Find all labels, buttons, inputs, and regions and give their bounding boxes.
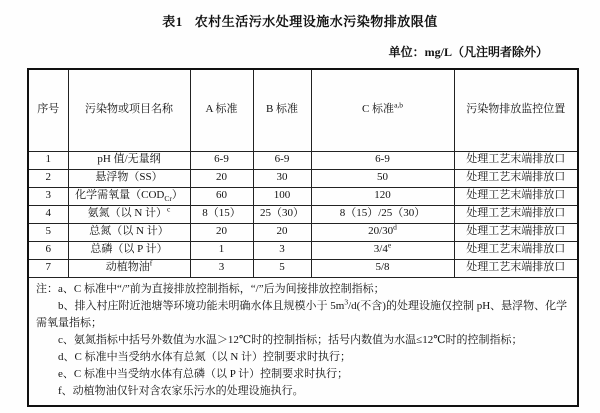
header-standard-b: B 标准 <box>253 69 311 151</box>
standard-c-cell: 20/30$^d$ <box>311 223 454 241</box>
header-standard-c: C 标准$^{a,b}$ <box>311 69 454 151</box>
standard-b-cell: 3 <box>253 241 311 259</box>
note-d: d、C 标准中当受纳水体有总氮（以 N 计）控制要求时执行； <box>58 350 352 363</box>
location-cell: 处理工艺末端排放口 <box>454 187 578 205</box>
standard-a-cell: 6-9 <box>190 151 253 169</box>
notes-prefix: 注： <box>36 282 58 295</box>
standard-a-cell: 8（15） <box>190 205 253 223</box>
header-pollutant-name: 污染物或项目名称 <box>68 69 190 151</box>
table-title-text: 农村生活污水处理设施水污染物排放限值 <box>194 14 438 29</box>
table-number: 表1 <box>162 14 183 29</box>
table-row <box>28 187 578 205</box>
standard-c-cell: 120 <box>311 187 454 205</box>
standard-b-cell: 5 <box>253 259 311 277</box>
pollutant-cell: 化学需氧量$(COD_{Cr})$ <box>68 187 190 205</box>
location-cell: 处理工艺末端排放口 <box>454 205 578 223</box>
table-row <box>28 223 578 241</box>
table-row <box>28 169 578 187</box>
cubic-meter-superscript: 3 <box>344 296 349 306</box>
table-header-row <box>28 69 578 151</box>
location-cell: 处理工艺末端排放口 <box>454 169 578 187</box>
standard-b-cell: 30 <box>253 169 311 187</box>
serial-cell: 1 <box>28 151 68 169</box>
header-monitoring-location: 污染物排放监控位置 <box>454 69 578 151</box>
standard-b-cell: 100 <box>253 187 311 205</box>
table-row <box>28 259 578 277</box>
standard-b-cell: 6-9 <box>253 151 311 169</box>
location-cell: 处理工艺末端排放口 <box>454 151 578 169</box>
pollutant-cell: 悬浮物（SS） <box>68 169 190 187</box>
standard-a-cell: 60 <box>190 187 253 205</box>
serial-cell: 3 <box>28 187 68 205</box>
serial-cell: 5 <box>28 223 68 241</box>
note-a: 注：a、C 标准中“/”前为直接排放控制指标，“/”后为间接排放控制指标； <box>36 282 385 295</box>
pollutant-cell: 总氮（以 N 计） <box>68 223 190 241</box>
standard-a-cell: 20 <box>190 169 253 187</box>
standard-a-cell: 1 <box>190 241 253 259</box>
footnote-marker: a,b <box>394 100 404 110</box>
standard-a-cell: 3 <box>190 259 253 277</box>
header-standard-a: A 标准 <box>190 69 253 151</box>
serial-cell: 7 <box>28 259 68 277</box>
unit-note: 单位：mg/L（凡注明者除外） <box>388 45 548 59</box>
table-row <box>28 241 578 259</box>
chemical-subscript: Cr <box>164 194 172 204</box>
pollutant-cell: pH 值/无量纲 <box>68 151 190 169</box>
table-title <box>0 0 600 30</box>
footnote-marker: f <box>149 258 153 268</box>
note-b: b、排入村庄附近池塘等环境功能未明确水体且规模小于 5m$^3$/d(不含)的处理设施仅控制 pH、悬浮物、化学需氧量指标； <box>36 296 568 329</box>
serial-cell: 4 <box>28 205 68 223</box>
note-f: f、动植物油仅针对含农家乐污水的处理设施执行。 <box>58 384 304 397</box>
pollutant-cell: 总磷（以 P 计） <box>68 241 190 259</box>
standard-b-cell: 20 <box>253 223 311 241</box>
header-serial-number: 序号 <box>28 69 68 151</box>
standard-c-cell: 8（15）/25（30） <box>311 205 454 223</box>
note-e: e、C 标准中当受纳水体有总磷（以 P 计）控制要求时执行； <box>58 367 349 380</box>
location-cell: 处理工艺末端排放口 <box>454 241 578 259</box>
table-row <box>28 151 578 169</box>
footnote-marker: d <box>393 222 397 232</box>
footnote-marker: c <box>167 204 171 214</box>
standard-c-cell: 6-9 <box>311 151 454 169</box>
serial-cell: 6 <box>28 241 68 259</box>
standard-c-cell: 5/8 <box>311 259 454 277</box>
notes-row <box>28 277 578 406</box>
standard-a-cell: 20 <box>190 223 253 241</box>
pollutant-cell: 动植物油$^f$ <box>68 259 190 277</box>
note-c: c、氨氮指标中括号外数值为水温＞12℃时的控制指标；括号内数值为水温≤12℃时的控制指标； <box>58 333 523 346</box>
pollutant-cell: 氨氮（以 N 计）$^c$ <box>68 205 190 223</box>
footnote-marker: e <box>387 240 392 250</box>
serial-cell: 2 <box>28 169 68 187</box>
standard-c-cell: 3/4e <box>311 241 454 259</box>
location-cell: 处理工艺末端排放口 <box>454 259 578 277</box>
table-row <box>28 205 578 223</box>
location-cell: 处理工艺末端排放口 <box>454 223 578 241</box>
discharge-limits-table <box>27 68 579 407</box>
standard-c-cell: 50 <box>311 169 454 187</box>
standard-b-cell: 25（30） <box>253 205 311 223</box>
table-notes <box>28 277 578 406</box>
